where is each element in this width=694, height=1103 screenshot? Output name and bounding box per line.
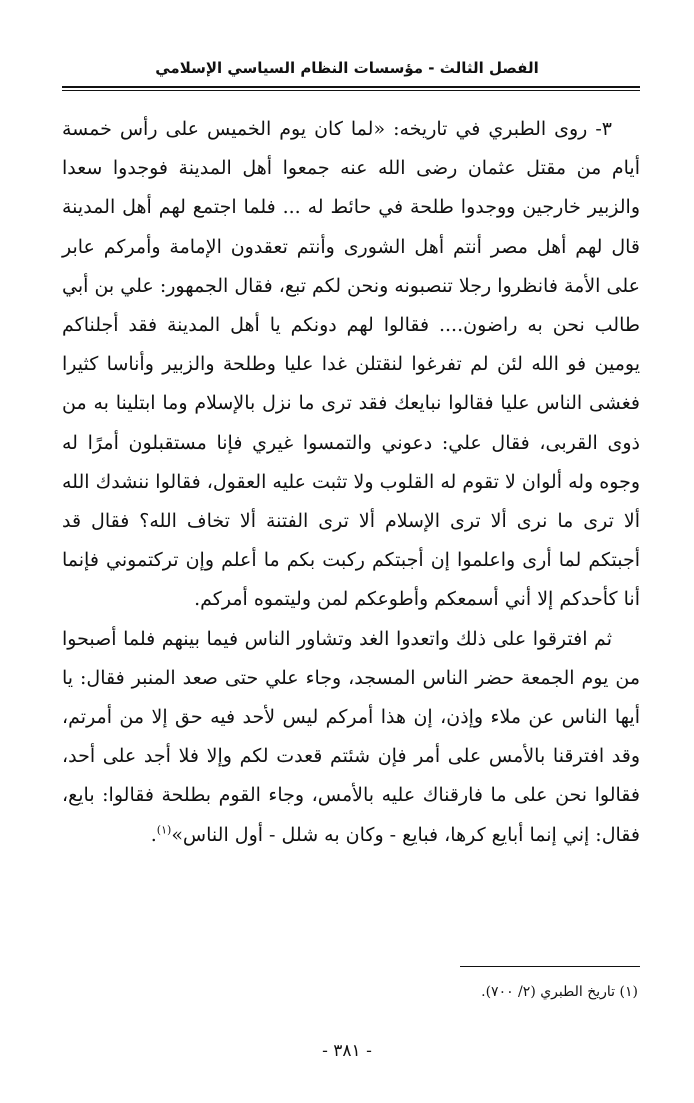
paragraph-2 <box>62 620 640 855</box>
body-text <box>62 110 640 855</box>
running-header: الفصل الثالث - مؤسسات النظام السياسي الإسلامي <box>155 59 539 77</box>
page-number: - ٣٨١ - <box>322 1041 372 1061</box>
paragraph-2-end: . <box>150 823 157 846</box>
header-rule-thin <box>62 90 640 91</box>
footnote: (١) تاريخ الطبري (٢/ ٧٠٠). <box>481 984 638 1000</box>
footnote-divider <box>460 966 640 967</box>
paragraph-1: ٣- روى الطبري في تاريخه: «لما كان يوم الخميس على رأس خمسة أيام من مقتل عثمان رضى الله عنه جمعوا أهل المدينة فوجدوا سعدا والزبير خارجين ووجدوا طلحة في حائط له ... فلما اجتمع لهم أهل المدينة قال لهم أهل مصر أنتم أهل الشورى وأنتم تعقدون الإمامة وأمركم عابر على الأمة فانظروا رجلا تنصبونه ونحن لكم تبع، فقال الجمهور: علي بن أبي طالب نحن به راضون.... فقالوا لهم دونكم يا أهل المدينة فقد أجلناكم يومين فو الله لئن لم تفرغوا لنقتلن غدا عليا وطلحة والزبير وأناسا كثيرا فغشى الناس عليا فقالوا نبايعك فقد ترى ما نزل بالإسلام وما ابتلينا به من ذوى القربى، فقال علي: دعوني والتمسوا غيري فإنا مستقبلون أمرًا له وجوه وله ألوان لا تقوم له القلوب ولا تثبت عليه العقول، فقالوا ننشدك الله ألا ترى ما نرى ألا ترى الإسلام ألا ترى الفتنة ألا تخاف الله؟ فقال قد أجبتكم لما أرى واعلموا إن أجبتكم ركبت بكم ما أعلم وإن تركتموني فإنما أنا كأحدكم إلا أني أسمعكم وأطوعكم لمن وليتموه أمركم. <box>62 118 640 611</box>
footnote-reference[interactable]: (١) <box>156 823 172 837</box>
header-rule <box>62 86 640 88</box>
paragraph-2-text: ثم افترقوا على ذلك واتعدوا الغد وتشاور الناس فيما بينهم فلما أصبحوا من يوم الجمعة حضر الناس المسجد، وجاء علي حتى صعد المنبر فقال: يا أيها الناس عن ملاء وإذن، إن هذا أمركم ليس لأحد فيه حق إلا من أمرتم، وقد افترقنا بالأمس على أمر فإن شئتم قعدت لكم وإلا فلا أجد على أحد، فقالوا نحن على ما فارقناك عليه بالأمس، وجاء القوم بطلحة فقالوا: بايع، فقال: إني إنما أبايع كرها، فبايع - وكان به شلل - أول الناس» <box>62 627 640 846</box>
